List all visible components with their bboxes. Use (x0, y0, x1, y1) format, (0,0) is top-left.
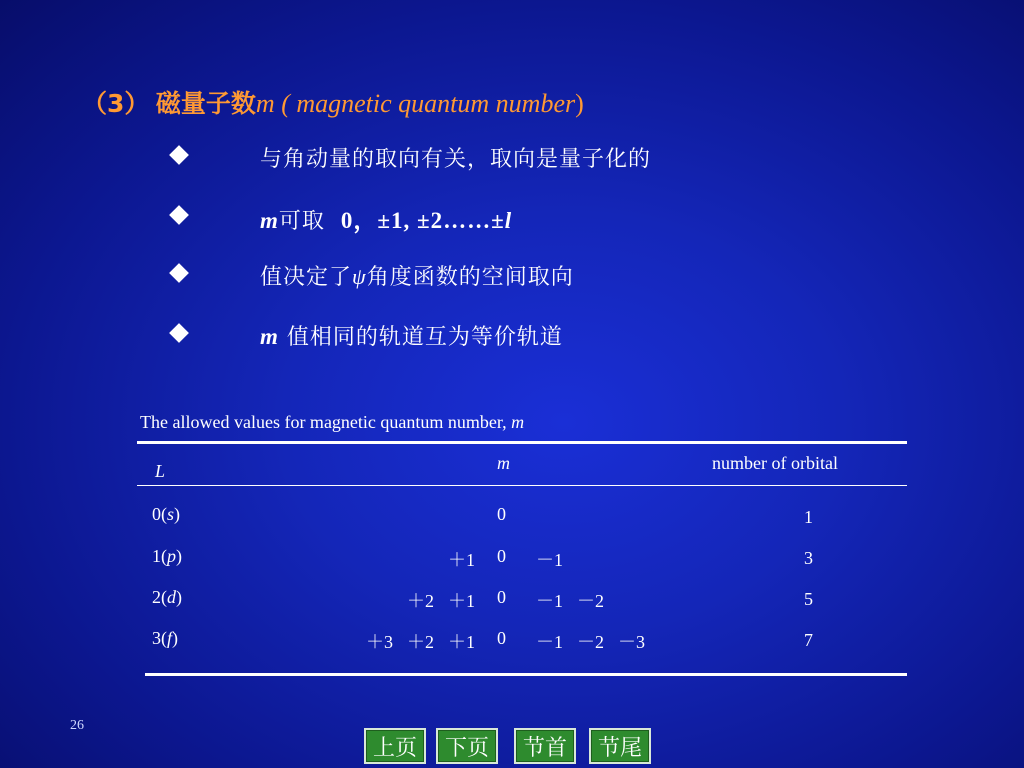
caption-text: The allowed values for magnetic quantum number, (140, 412, 512, 432)
bullet-text (260, 320, 563, 351)
subshell-letter: p (167, 546, 176, 566)
orbital-count-cell: 3 (804, 548, 813, 568)
heading-cn-title: 磁量子数 (155, 89, 256, 118)
heading-close-paren: ) (575, 89, 584, 118)
page-number: 26 (70, 718, 84, 733)
section-heading (82, 84, 584, 120)
orbital-count-cell: 5 (804, 589, 813, 609)
m-value-cell: 0 (497, 546, 506, 566)
bullet-text (260, 202, 512, 235)
l-symbol: l (504, 208, 513, 233)
orbital-count-cell: 1 (804, 507, 813, 527)
table-bottom-rule (145, 673, 907, 676)
m-value-cell: 0 (497, 504, 506, 524)
m-value-cell: －1 (536, 591, 563, 611)
bullet-post: 角度函数的空间取向 (366, 265, 574, 290)
row-l-value: 2(d) (152, 587, 182, 607)
m-value-cell: －3 (618, 632, 645, 652)
bullet-label: 可取 (278, 209, 325, 234)
header-m: m (497, 453, 510, 473)
heading-en-title: ( magnetic quantum number (274, 89, 576, 118)
header-l: L (155, 461, 166, 481)
next-page-button[interactable]: 下页 (436, 728, 498, 764)
table-top-rule (137, 441, 907, 444)
l-number: 3 (152, 628, 161, 648)
row-l-value: 0(s) (152, 504, 181, 524)
l-number: 0 (152, 504, 161, 524)
m-value-cell: －2 (577, 632, 604, 652)
section-start-button[interactable]: 节首 (514, 728, 576, 764)
subshell-letter: s (167, 504, 175, 524)
l-number: 1 (152, 546, 161, 566)
diamond-bullet-icon (169, 205, 189, 225)
l-number: 2 (152, 587, 161, 607)
row-l-value: 3(f) (152, 628, 179, 648)
heading-prefix: （3） (82, 89, 150, 118)
bullet-pre: 值决定了 (260, 265, 353, 290)
m-value-cell: ＋3 (366, 632, 393, 652)
m-value-cell: ＋1 (448, 632, 475, 652)
heading-symbol: m (255, 89, 275, 118)
m-value-cell: ＋2 (407, 632, 434, 652)
section-end-button[interactable]: 节尾 (589, 728, 651, 764)
m-values: 0，±1, ±2……± (340, 208, 505, 233)
m-value-cell: 0 (497, 628, 506, 648)
header-orbital-count: number of orbital (712, 453, 838, 473)
psi-symbol: ψ (352, 264, 367, 289)
prev-page-button[interactable]: 上页 (364, 728, 426, 764)
bullet-text: 与角动量的取向有关，取向是量子化的 (260, 147, 652, 172)
m-value-cell: ＋1 (448, 591, 475, 611)
table-caption (140, 412, 524, 433)
diamond-bullet-icon (169, 145, 189, 165)
m-value-cell: －2 (577, 591, 604, 611)
bullet-body: 值相同的轨道互为等价轨道 (278, 325, 563, 350)
table-header-rule (137, 485, 907, 486)
m-value-cell: －1 (536, 632, 563, 652)
row-l-value: 1(p) (152, 546, 182, 566)
subshell-letter: f (167, 628, 173, 648)
bullet-text (260, 260, 574, 291)
orbital-count-cell: 7 (804, 630, 813, 650)
m-symbol: m (260, 324, 279, 349)
m-value-cell: ＋2 (407, 591, 434, 611)
m-value-cell: ＋1 (448, 550, 475, 570)
subshell-letter: d (167, 587, 176, 607)
diamond-bullet-icon (169, 323, 189, 343)
m-value-cell: －1 (536, 550, 563, 570)
m-symbol: m (260, 208, 279, 233)
m-value-cell: 0 (497, 587, 506, 607)
caption-symbol: m (511, 412, 525, 432)
diamond-bullet-icon (169, 263, 189, 283)
